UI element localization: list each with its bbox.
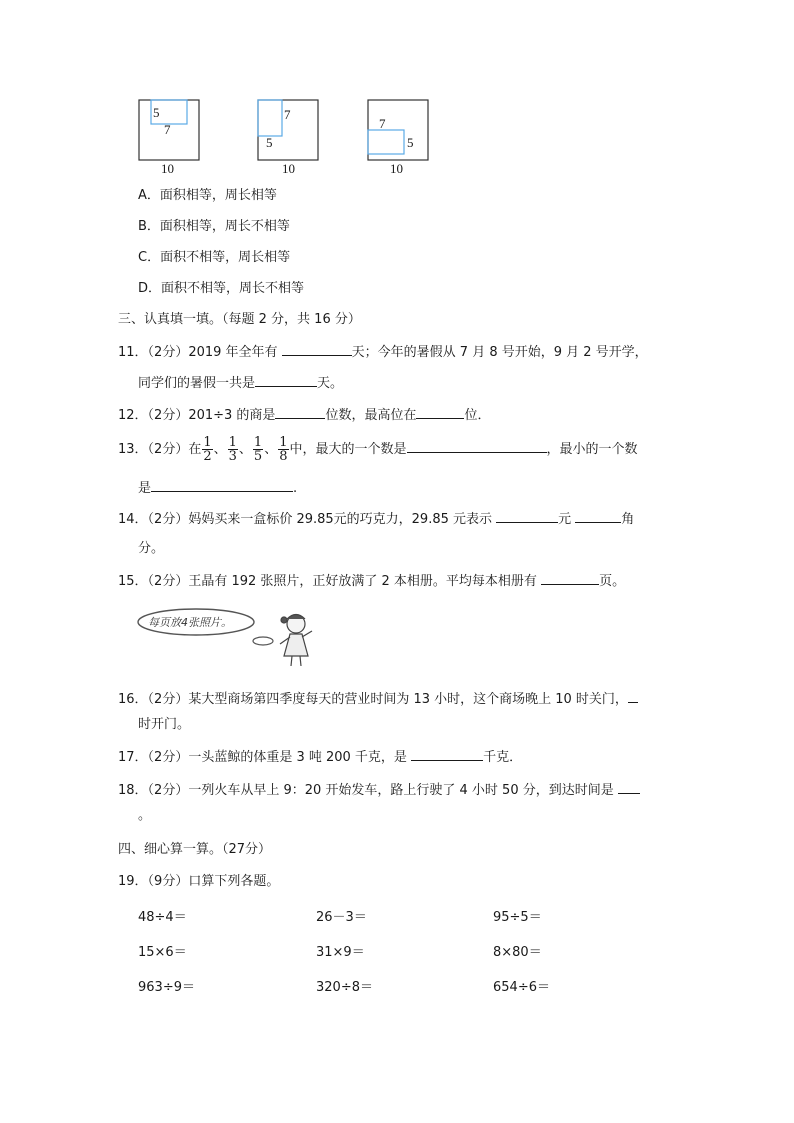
- q18-blank-1[interactable]: [618, 779, 640, 794]
- question-13-cont: [138, 477, 297, 499]
- question-18: [118, 779, 640, 801]
- calc-item: 15×6＝: [138, 945, 187, 960]
- question-11: [118, 341, 648, 363]
- question-16-cont: 时开门。: [138, 717, 191, 732]
- figure-3-label-b: 5: [407, 135, 414, 150]
- q12-text-3: 位．: [464, 408, 491, 423]
- q13-text-2: 中，最大的一个数是: [289, 442, 407, 457]
- fraction-1-3: $\frac{1}{3}$: [228, 435, 237, 464]
- girl-cartoon-icon: [280, 615, 312, 667]
- q18-text-1: 18．（2分）一列火车从早上 9：20 开始发车，路上行驶了 4 小时 50 分，到达时间是: [118, 783, 618, 798]
- separator: 、: [264, 442, 278, 457]
- question-14-cont: 分。: [138, 541, 165, 556]
- option-c: C．面积不相等，周长相等: [138, 250, 291, 265]
- section-4-heading: 四、细心算一算。（27分）: [118, 842, 272, 857]
- q13-text-5: .: [293, 481, 298, 496]
- calc-item: 48÷4＝: [138, 910, 187, 925]
- q16-text-1: 16．（2分）某大型商场第四季度每天的营业时间为 13 小时，这个商场晚上 10 时关门，: [118, 692, 628, 707]
- section-3-heading: 三、认真填一填。（每题 2 分，共 16 分）: [118, 312, 361, 327]
- q13-text-3: ，最小的一个数: [546, 442, 638, 457]
- figure-3-label-a: 7: [379, 116, 386, 131]
- figure-1-label-base: 10: [161, 161, 174, 176]
- option-a: A．面积相等，周长相等: [138, 188, 277, 203]
- question-15: [118, 570, 625, 592]
- option-b: B．面积相等，周长不相等: [138, 219, 290, 234]
- figure-2-label-base: 10: [282, 161, 295, 176]
- calc-item: 8×80＝: [493, 945, 542, 960]
- separator: 、: [238, 442, 252, 457]
- q11-text-1: 11．（2分）2019 年全年有: [118, 345, 282, 360]
- figure-2-label-b: 5: [266, 135, 273, 150]
- q13-text-4: 是: [138, 481, 152, 496]
- question-17: [118, 746, 522, 768]
- q12-text-1: 12．（2分）201÷3 的商是: [118, 408, 276, 423]
- fraction-1-8: $\frac{1}{8}$: [279, 435, 288, 464]
- q13-text-1: 13．（2分）在: [118, 442, 202, 457]
- q17-text-2: 千克．: [483, 750, 523, 765]
- q12-text-2: 位数，最高位在: [325, 408, 417, 423]
- fraction-1-5: $\frac{1}{5}$: [253, 435, 263, 464]
- q16-blank-1[interactable]: [628, 688, 638, 703]
- question-19: 19．（9分）口算下列各题。: [118, 874, 280, 889]
- calc-item: 654÷6＝: [493, 980, 550, 995]
- speech-bubble-text: 每页放4张照片。: [148, 616, 232, 629]
- q15-text-2: 页。: [599, 574, 626, 589]
- q17-text-1: 17．（2分）一头蓝鲸的体重是 3 吨 200 千克，是: [118, 750, 412, 765]
- question-11-cont: [138, 372, 343, 394]
- q11-text-4: 天。: [317, 376, 344, 391]
- figure-3-label-base: 10: [390, 161, 403, 176]
- calc-item: 320÷8＝: [316, 980, 373, 995]
- q11-blank-2[interactable]: [255, 372, 317, 387]
- question-12: [118, 404, 490, 426]
- q14-text-3: 角: [621, 512, 635, 527]
- calc-item: 26－3＝: [316, 910, 367, 925]
- q12-blank-1[interactable]: [275, 404, 325, 419]
- q12-blank-2[interactable]: [416, 404, 464, 419]
- q15-blank-1[interactable]: [541, 570, 599, 585]
- question-16: [118, 688, 638, 710]
- q14-text-2: 元: [558, 512, 576, 527]
- calc-item: 31×9＝: [316, 945, 365, 960]
- q15-text-1: 15．（2分）王晶有 192 张照片，正好放满了 2 本相册。平均每本相册有: [118, 574, 542, 589]
- question-14: [118, 508, 634, 530]
- calc-item: 963÷9＝: [138, 980, 195, 995]
- q14-blank-1[interactable]: [496, 508, 558, 523]
- q13-blank-2[interactable]: [151, 477, 293, 492]
- q11-text-3: 同学们的暑假一共是: [138, 376, 256, 391]
- q13-blank-1[interactable]: [407, 438, 547, 453]
- figure-2-label-a: 7: [284, 107, 291, 122]
- fraction-1-2: $\frac{1}{2}$: [203, 435, 212, 464]
- separator: 、: [213, 442, 227, 457]
- q17-blank-1[interactable]: [411, 746, 483, 761]
- figure-1-label-a: 5: [153, 105, 160, 120]
- option-d: D．面积不相等，周长不相等: [138, 281, 305, 296]
- question-18-cont: 。: [138, 808, 152, 823]
- question-13: [118, 436, 638, 464]
- q11-blank-1[interactable]: [282, 341, 352, 356]
- calc-item: 95÷5＝: [493, 910, 542, 925]
- q14-blank-2[interactable]: [575, 508, 621, 523]
- q11-text-2: 天；今年的暑假从 7 月 8 号开始，9 月 2 号开学，: [351, 345, 648, 360]
- figure-1-label-b: 7: [164, 122, 171, 137]
- q14-text-1: 14．（2分）妈妈买来一盒标价 29.85元的巧克力，29.85 元表示: [118, 512, 497, 527]
